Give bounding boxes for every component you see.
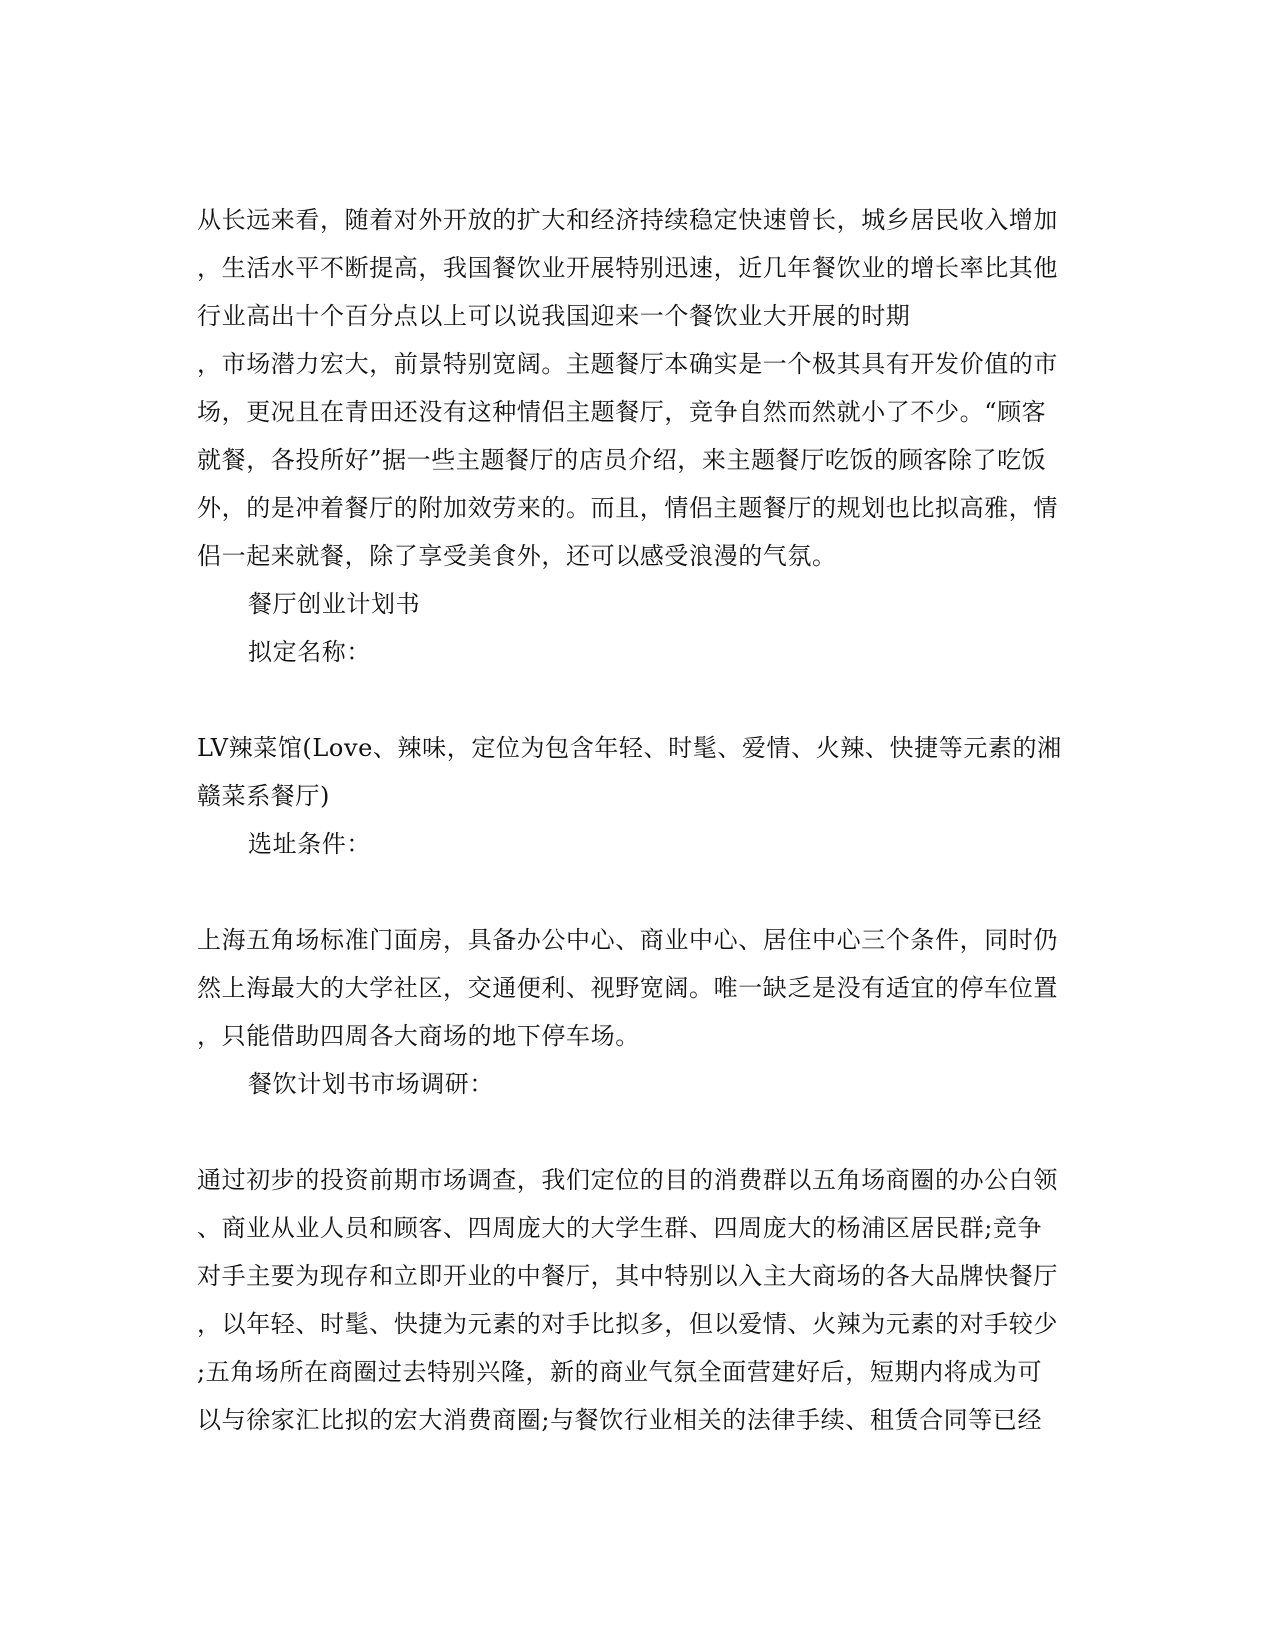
section-heading: 餐饮计划书市场调研： — [248, 1070, 494, 1098]
body-text-line: 以与徐家汇比拟的宏大消费商圈;与餐饮行业相关的法律手续、租赁合同等已经 — [197, 1406, 1043, 1434]
body-text-line: LV辣菜馆(Love、辣味，定位为包含年轻、时髦、爱情、火辣、快捷等元素的湘 — [197, 734, 1062, 762]
body-text-line: 对手主要为现存和立即开业的中餐厅，其中特别以入主大商场的各大品牌快餐厅 — [197, 1262, 1058, 1290]
body-text-line: ，只能借助四周各大商场的地下停车场。 — [197, 1022, 640, 1050]
body-text-line: 就餐，各投所好”据一些主题餐厅的店员介绍，来主题餐厅吃饭的顾客除了吃饭 — [197, 446, 1047, 474]
body-text-line: 赣菜系餐厅) — [197, 782, 330, 810]
body-text-line: 上海五角场标准门面房，具备办公中心、商业中心、居住中心三个条件，同时仍 — [197, 926, 1058, 954]
body-text-line: ;五角场所在商圈过去特别兴隆，新的商业气氛全面营建好后，短期内将成为可 — [197, 1358, 1043, 1386]
section-heading: 拟定名称： — [248, 638, 371, 666]
body-text-line: 然上海最大的大学社区，交通便利、视野宽阔。唯一缺乏是没有适宜的停车位置 — [197, 974, 1058, 1002]
body-text-line: ，以年轻、时髦、快捷为元素的对手比拟多，但以爱情、火辣为元素的对手较少 — [197, 1310, 1058, 1338]
body-text-line: 行业高出十个百分点以上可以说我国迎来一个餐饮业大开展的时期 — [197, 302, 911, 330]
body-text-line: 从长远来看，随着对外开放的扩大和经济持续稳定快速曾长，城乡居民收入增加 — [197, 206, 1058, 234]
body-text-line: ，生活水平不断提高，我国餐饮业开展特别迅速，近几年餐饮业的增长率比其他 — [197, 254, 1058, 282]
body-text-line: 外，的是冲着餐厅的附加效劳来的。而且，情侣主题餐厅的规划也比拟高雅，情 — [197, 494, 1058, 522]
body-text-line: 、商业从业人员和顾客、四周庞大的大学生群、四周庞大的杨浦区居民群;竞争 — [197, 1214, 1043, 1242]
body-text-line: 通过初步的投资前期市场调查，我们定位的目的消费群以五角场商圈的办公白领 — [197, 1166, 1058, 1194]
body-text-line: 场，更况且在青田还没有这种情侣主题餐厅，竞争自然而然就小了不少。“顾客 — [197, 398, 1047, 426]
section-heading: 选址条件： — [248, 830, 371, 858]
section-heading: 餐厅创业计划书 — [248, 590, 421, 618]
body-text-line: 侣一起来就餐，除了享受美食外，还可以感受浪漫的气氛。 — [197, 542, 837, 570]
body-text-line: ，市场潜力宏大，前景特别宽阔。主题餐厅本确实是一个极其具有开发价值的市 — [197, 350, 1058, 378]
